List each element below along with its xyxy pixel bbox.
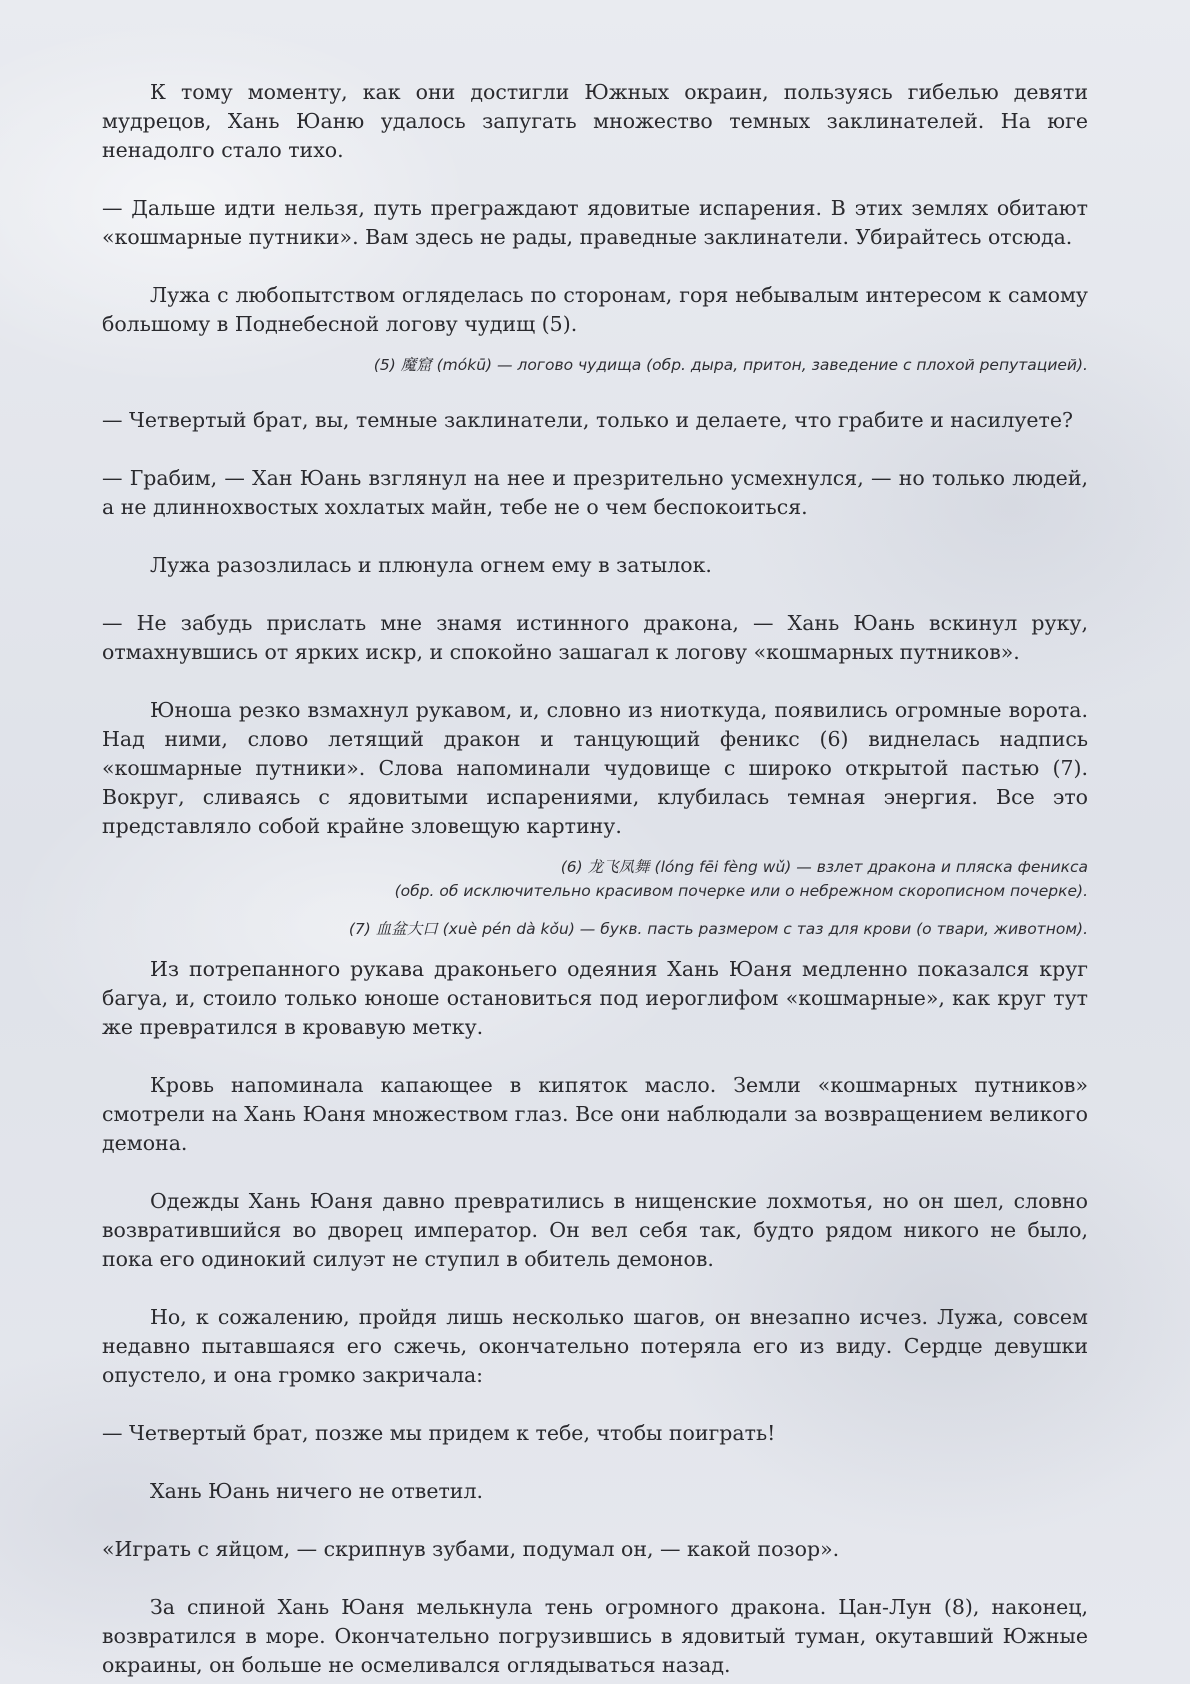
paragraph: За спиной Хань Юаня мелькнула тень огромного дракона. Цан-Лун (8), наконец, возвратился в море. Окончательно погрузившись в ядовитый туман, окутавший Южные окраины, он больше не осмеливался оглядываться назад.	[102, 1595, 1088, 1677]
paragraph: Юноша резко взмахнул рукавом, и, словно из ниоткуда, появились огромные ворота. Над ними, слово летящий дракон и танцующий феникс (6) виднелась надпись «кошмарные путники». Слова напоминали чудовище с широко открытой пастью (7). Вокруг, сливаясь с ядовитыми испарениями, клубилась темная энергия. Все это представляло собой крайне зловещую картину.	[102, 698, 1088, 838]
dialogue-paragraph: — Грабим, — Хан Юань взглянул на нее и презрительно усмехнулся, — но только людей, а не длиннохвостых хохлатых майн, тебе не о чем беспокоиться.	[102, 466, 1088, 519]
footnote-6-line-2: (обр. об исключительно красивом почерке или о небрежном скорописном почерке).	[394, 882, 1088, 900]
paragraph: К тому моменту, как они достигли Южных окраин, пользуясь гибелью девяти мудрецов, Хань Юаню удалось запугать множество темных заклинателей. На юге ненадолго стало тихо.	[102, 80, 1088, 162]
paragraph: Лужа разозлилась и плюнула огнем ему в затылок.	[150, 553, 712, 577]
footnote-7: (7) 血盆大口 (xuè pén dà kǒu) — букв. пасть размером с таз для крови (о твари, животном).	[348, 920, 1088, 938]
dialogue-paragraph: — Не забудь прислать мне знамя истинного дракона, — Хань Юань вскинул руку, отмахнувшись от ярких искр, и спокойно зашагал к логову «кошмарных путников».	[102, 611, 1088, 664]
paragraph: Но, к сожалению, пройдя лишь несколько шагов, он внезапно исчез. Лужа, совсем недавно пытавшаяся его сжечь, окончательно потеряла его из виду. Сердце девушки опустело, и она громко закричала:	[102, 1305, 1088, 1387]
footnote-5: (5) 魔窟 (mókū) — логово чудища (обр. дыра, притон, заведение с плохой репутацией).	[373, 356, 1088, 374]
paragraph: Одежды Хань Юаня давно превратились в нищенские лохмотья, но он шел, словно возвратившийся во дворец император. Он вел себя так, будто рядом никого не было, пока его одинокий силуэт не ступил в обитель демонов.	[102, 1189, 1088, 1271]
paragraph: Лужа с любопытством огляделась по сторонам, горя небывалым интересом к самому большому в Поднебесной логову чудищ (5).	[102, 283, 1088, 336]
document-page	[102, 78, 1088, 1680]
dialogue-paragraph: — Четвертый брат, вы, темные заклинатели, только и делаете, что грабите и насилуете?	[102, 408, 1074, 432]
paragraph: Кровь напоминала капающее в кипяток масло. Земли «кошмарных путников» смотрели на Хань Юаня множеством глаз. Все они наблюдали за возвращением великого демона.	[102, 1073, 1088, 1155]
paragraph: Из потрепанного рукава драконьего одеяния Хань Юаня медленно показался круг багуа, и, стоило только юноше остановиться под иероглифом «кошмарные», как круг тут же превратился в кровавую метку.	[102, 957, 1088, 1039]
dialogue-paragraph: — Четвертый брат, позже мы придем к тебе, чтобы поиграть!	[102, 1421, 776, 1445]
footnote-6-line-1: (6) 龙飞凤舞 (lóng fēi fèng wǔ) — взлет дракона и пляска феникса	[560, 858, 1088, 876]
paragraph: «Играть с яйцом, — скрипнув зубами, подумал он, — какой позор».	[102, 1537, 840, 1561]
dialogue-paragraph: — Дальше идти нельзя, путь преграждают ядовитые испарения. В этих землях обитают «кошмарные путники». Вам здесь не рады, праведные заклинатели. Убирайтесь отсюда.	[102, 196, 1088, 249]
paragraph: Хань Юань ничего не ответил.	[150, 1479, 484, 1503]
